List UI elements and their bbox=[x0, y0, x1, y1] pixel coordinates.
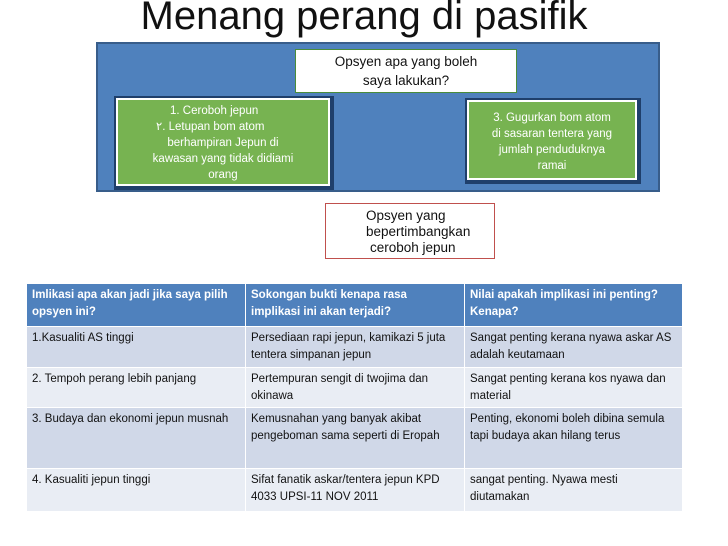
table-cell: Sangat penting kerana kos nyawa dan material bbox=[465, 368, 683, 408]
table-cell: Persediaan rapi jepun, kamikazi 5 juta tentera simpanan jepun bbox=[246, 327, 465, 368]
column-header: Imlikasi apa akan jadi jika saya pilih opsyen ini? bbox=[27, 284, 246, 327]
option-box-left bbox=[114, 96, 334, 190]
question-box bbox=[295, 49, 517, 93]
table-cell: 2. Tempoh perang lebih panjang bbox=[27, 368, 246, 408]
option-line: 1. Ceroboh jepun bbox=[170, 105, 259, 117]
column-header: Nilai apakah implikasi ini penting? Kenapa? bbox=[465, 284, 683, 327]
table-cell: Sifat fanatik askar/tentera jepun KPD 4033 UPSI-11 NOV 2011 bbox=[246, 469, 465, 512]
considered-line: bepertimbangkan bbox=[366, 224, 471, 239]
option-line: ٢. Letupan bom atom bbox=[156, 121, 265, 133]
option-box-right-body bbox=[467, 100, 637, 180]
option-line: orang bbox=[208, 169, 238, 181]
option-line: jumlah penduduknya bbox=[498, 144, 606, 156]
option-line: berhampiran Jepun di bbox=[167, 137, 279, 149]
considered-option-box bbox=[325, 203, 495, 259]
table-row bbox=[27, 469, 683, 512]
slide-title: Menang perang di pasifik bbox=[140, 0, 588, 38]
option-line: ramai bbox=[537, 160, 567, 172]
table-cell: sangat penting. Nyawa mesti diutamakan bbox=[465, 469, 683, 512]
table-row bbox=[27, 327, 683, 368]
table-cell: 4. Kasualiti jepun tinggi bbox=[27, 469, 246, 512]
table-cell: Penting, ekonomi boleh dibina semula tapi budaya akan hilang terus bbox=[465, 408, 683, 469]
considered-line: ceroboh jepun bbox=[370, 240, 456, 255]
option-line: di sasaran tentera yang bbox=[491, 128, 613, 140]
option-box-left-body bbox=[116, 98, 330, 186]
table-cell: Sangat penting kerana nyawa askar AS adalah keutamaan bbox=[465, 327, 683, 368]
table-cell: Kemusnahan yang banyak akibat pengeboman sama seperti di Eropah bbox=[246, 408, 465, 469]
option-line: 3. Gugurkan bom atom bbox=[493, 112, 611, 124]
option-line: kawasan yang tidak didiami bbox=[152, 153, 294, 165]
question-line: saya lakukan? bbox=[362, 73, 450, 88]
implications-table bbox=[26, 283, 683, 512]
table-cell: 3. Budaya dan ekonomi jepun musnah bbox=[27, 408, 246, 469]
table-header-row bbox=[27, 284, 683, 327]
table-cell: Pertempuran sengit di twojima dan okinawa bbox=[246, 368, 465, 408]
considered-line: Opsyen yang bbox=[366, 208, 446, 223]
column-header: Sokongan bukti kenapa rasa implikasi ini akan terjadi? bbox=[246, 284, 465, 327]
table-cell: 1.Kasualiti AS tinggi bbox=[27, 327, 246, 368]
option-box-right bbox=[465, 98, 641, 184]
table-row bbox=[27, 408, 683, 469]
table-row bbox=[27, 368, 683, 408]
question-line: Opsyen apa yang boleh bbox=[334, 54, 478, 69]
